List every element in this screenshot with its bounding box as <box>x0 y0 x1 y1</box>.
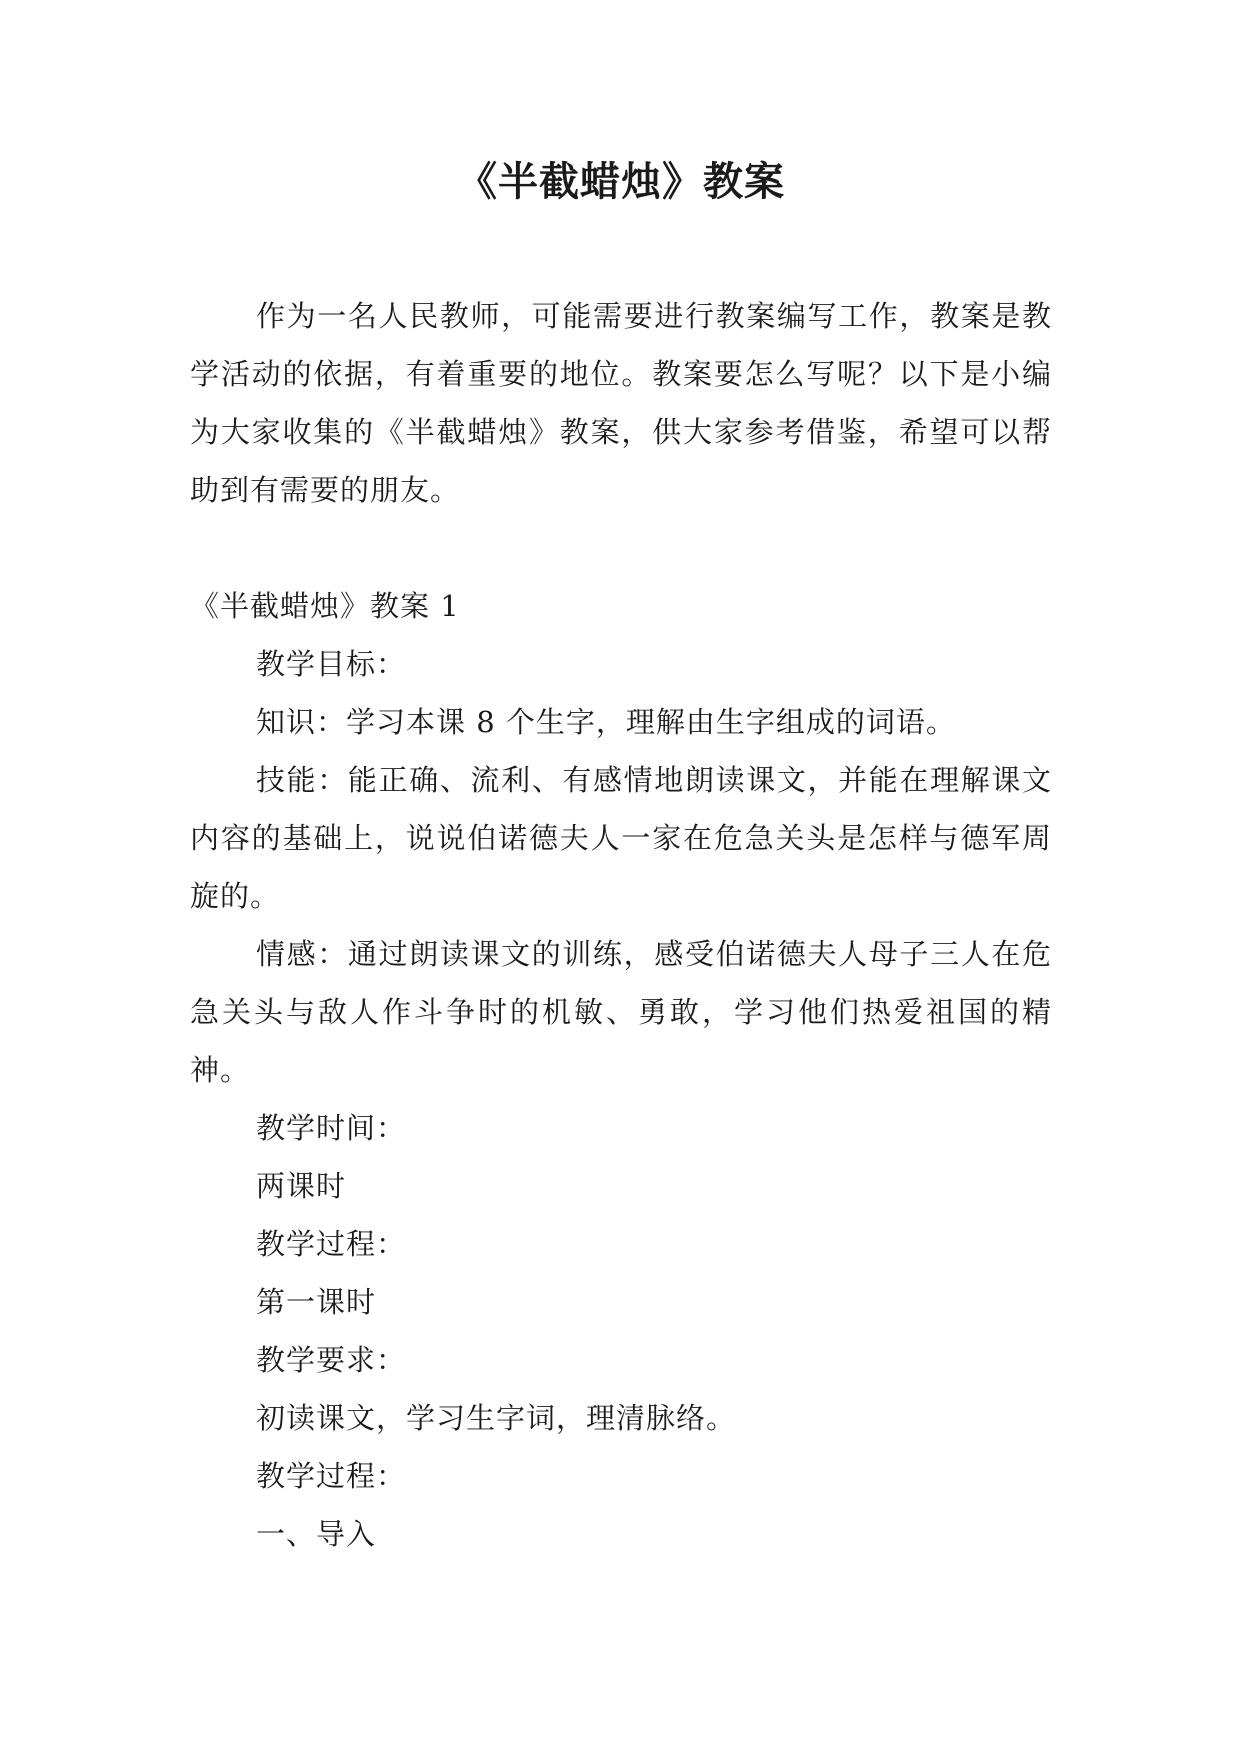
document-body <box>190 577 1052 1563</box>
paragraph-teaching-requirements-label: 教学要求： <box>256 1343 407 1377</box>
paragraph-teaching-process-label: 教学过程： <box>256 1227 407 1261</box>
section-heading: 《半截蜡烛》教案 1 <box>190 589 460 623</box>
paragraph-skills: 技能：能正确、流利、有感情地朗读课文，并能在理解课文内容的基础上，说说伯诺德夫人一家在危急关头是怎样与德军周旋的。 <box>190 763 1052 913</box>
document-title: 《半截蜡烛》教案 <box>457 159 785 205</box>
paragraph-two-periods: 两课时 <box>256 1169 347 1203</box>
paragraph-knowledge: 知识：学习本课 8 个生字，理解由生字组成的词语。 <box>256 705 956 739</box>
paragraph-introduction: 一、导入 <box>256 1517 377 1551</box>
paragraph-requirements: 初读课文，学习生字词，理清脉络。 <box>256 1401 737 1435</box>
intro-paragraph: 作为一名人民教师，可能需要进行教案编写工作，教案是教学活动的依据，有着重要的地位。教案要怎么写呢？以下是小编为大家收集的《半截蜡烛》教案，供大家参考借鉴，希望可以帮助到有需要的朋友。 <box>190 299 1052 507</box>
paragraph-emotion: 情感：通过朗读课文的训练，感受伯诺德夫人母子三人在危急关头与敌人作斗争时的机敏、勇敢，学习他们热爱祖国的精神。 <box>190 937 1052 1087</box>
paragraph-teaching-goals-label: 教学目标： <box>256 647 407 681</box>
paragraph-teaching-time-label: 教学时间： <box>256 1111 407 1145</box>
paragraph-teaching-process-label-2: 教学过程： <box>256 1459 407 1493</box>
paragraph-first-period: 第一课时 <box>256 1285 377 1319</box>
